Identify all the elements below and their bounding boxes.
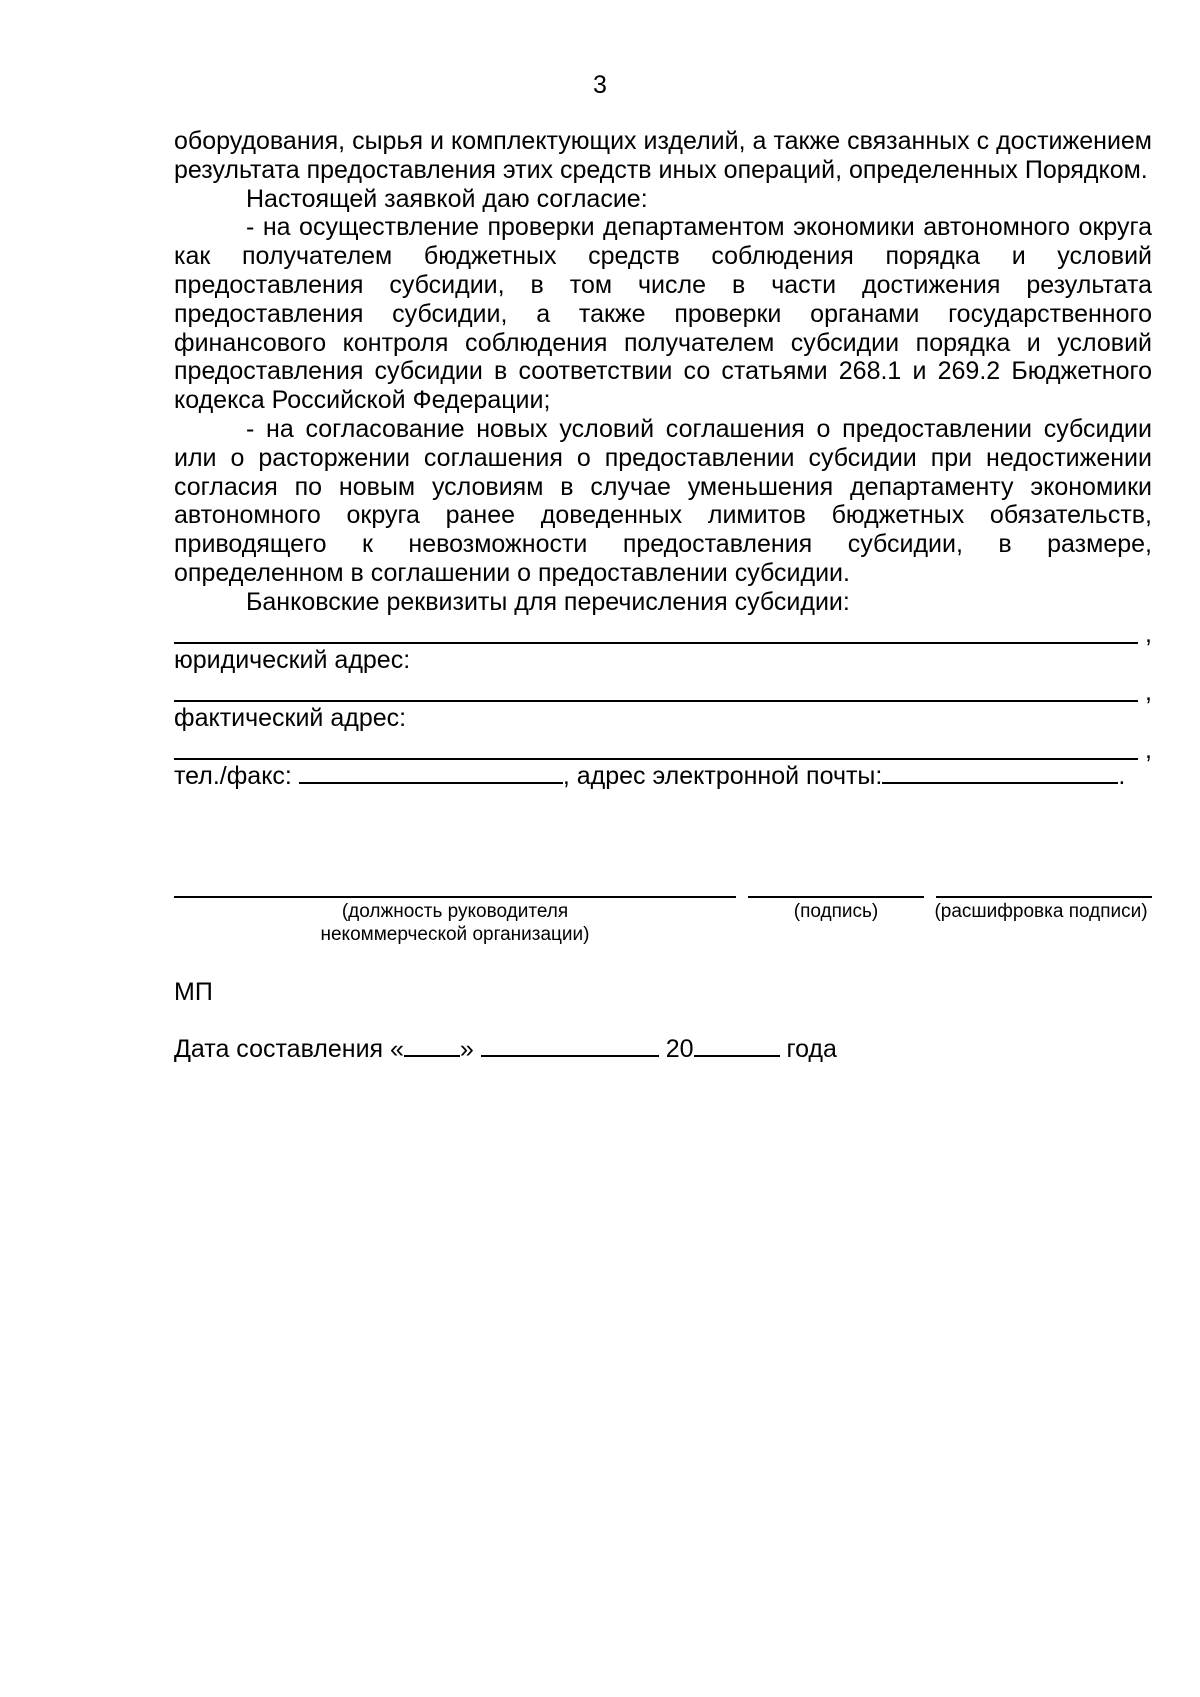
day-field[interactable] <box>404 1033 460 1057</box>
actual-address-line <box>174 758 1138 760</box>
document-body <box>174 127 1152 791</box>
date-century: 20 <box>665 1035 694 1063</box>
actual-address-label: фактический адрес: <box>174 703 407 732</box>
comma: , <box>1145 619 1152 648</box>
legal-address-field[interactable] <box>174 675 1152 704</box>
signature-line[interactable] <box>748 896 924 898</box>
paragraph-consent-agreement: - на согласование новых условий соглашения о предоставлении субсидии или о расторжении соглашения о предоставлении субсидии при недостижении согласия по новым условиям в случае уменьшения департаменту экономики автономного округа ранее доведенных лимитов бюджетных обязательств, приводящего к невозможности предоставления субсидии, в размере, определенном в соглашении о предоставлении субсидии. <box>174 414 1152 587</box>
email-field[interactable] <box>882 764 1118 784</box>
actual-address-field[interactable] <box>174 733 1152 762</box>
date-close-quote: » <box>459 1035 474 1063</box>
signature-caption: (подпись) <box>793 901 879 922</box>
page-number: 3 <box>593 71 607 99</box>
position-caption-line1: (должность руководителя <box>341 901 569 922</box>
date-suffix: года <box>786 1035 837 1063</box>
comma: , <box>1145 735 1152 764</box>
bank-details-line <box>174 642 1138 644</box>
year-field[interactable] <box>694 1033 780 1057</box>
position-line[interactable] <box>174 896 736 898</box>
paragraph-consent-inspection: - на осуществление проверки департаментом экономики автономного округа как получателем бюджетных средств соблюдения порядка и условий предоставления субсидии, в том числе в части достижения результата предоставления субсидии, а также проверки органами государственного финансового контроля соблюдения получателем субсидии порядка и условий предоставления субсидии в соответствии со статьями 268.1 и 269.2 Бюджетного кодекса Российской Федерации; <box>174 213 1152 415</box>
position-caption-line2: некоммерческой организации) <box>320 924 590 945</box>
legal-address-label: юридический адрес: <box>174 645 411 674</box>
signature-block <box>174 896 1152 956</box>
stamp-label: МП <box>174 978 213 1006</box>
decoding-caption: (расшифровка подписи) <box>934 901 1148 922</box>
comma: , <box>1145 677 1152 706</box>
contact-row <box>174 762 1152 791</box>
date-row <box>174 1033 837 1064</box>
period: . <box>1118 761 1126 790</box>
tel-fax-field[interactable] <box>299 764 563 784</box>
legal-address-line <box>174 700 1138 702</box>
decoding-line[interactable] <box>936 896 1152 898</box>
tel-fax-label: тел./факс: <box>174 761 292 790</box>
paragraph-equipment: оборудования, сырья и комплектующих изделий, а также связанных с достижением результата предоставления этих средств иных операций, определенных Порядком. <box>174 127 1152 184</box>
bank-details-field[interactable] <box>174 617 1152 646</box>
paragraph-bank-details: Банковские реквизиты для перечисления субсидии: <box>246 587 850 616</box>
email-label: , адрес электронной почты: <box>562 761 883 790</box>
date-prefix: Дата составления « <box>174 1035 404 1063</box>
position-caption <box>174 900 736 946</box>
month-field[interactable] <box>481 1033 659 1057</box>
paragraph-consent-intro: Настоящей заявкой даю согласие: <box>246 184 648 213</box>
